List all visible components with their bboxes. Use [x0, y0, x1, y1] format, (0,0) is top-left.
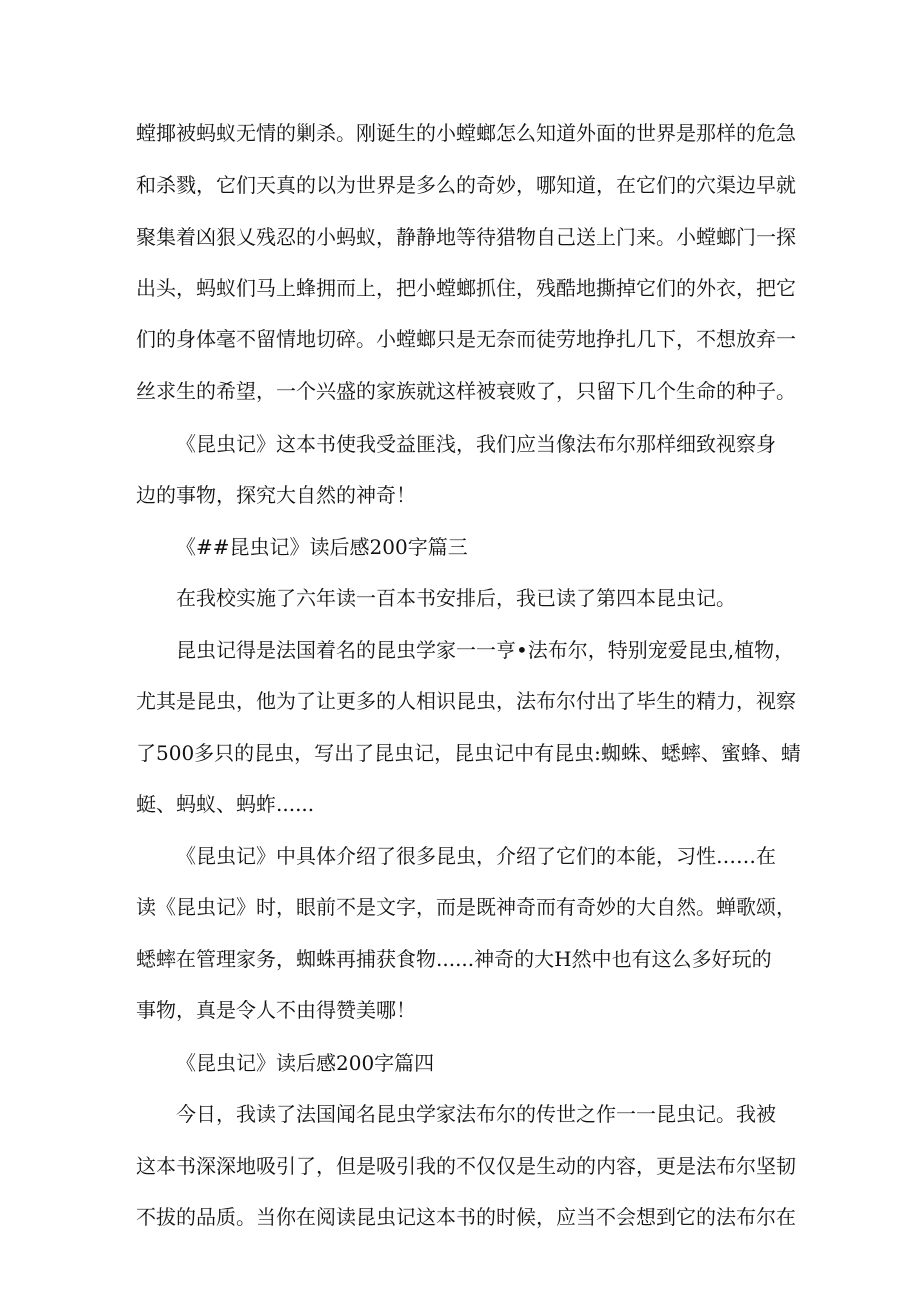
- text-line: 们的身体毫不留情地切碎。小螳螂只是无奈而徒劳地挣扎几下，不想放弃一: [136, 327, 796, 351]
- text-line: 边的事物，探究大自然的神奇！: [136, 483, 416, 507]
- section-heading: 《昆虫记》读后感200字篇四: [176, 1051, 435, 1075]
- text-line: 读《昆虫记》时，眼前不是文字，而是既神奇而有奇妙的大自然。蝉歌颂，: [136, 895, 796, 919]
- paragraph-first-line: 今日，我读了法国闻名昆虫学家法布尔的传世之作一一昆虫记。我被: [176, 1102, 776, 1126]
- text-line: 尤其是昆虫，他为了让更多的人相识昆虫，法布尔付出了毕生的精力，视察: [136, 689, 796, 713]
- text-line: 事物，真是令人不由得赞美哪！: [136, 998, 416, 1022]
- text-line: 不拔的品质。当你在阅读昆虫记这本书的时候，应当不会想到它的法布尔在: [136, 1205, 796, 1229]
- section-heading: 《##昆虫记》读后感200字篇三: [176, 535, 468, 559]
- paragraph-first-line: 昆虫记得是法国着名的昆虫学家一一亨•法布尔，特别宠爱昆虫,植物，: [176, 638, 795, 662]
- paragraph-first-line: 《昆虫记》这本书使我受益匪浅，我们应当像法布尔那样细致视察身: [176, 432, 776, 456]
- text-line: 蜓、蚂蚁、蚂蚱......: [136, 792, 315, 816]
- text-line: 了500多只的昆虫，写出了昆虫记，昆虫记中有昆虫:蜘蛛、蟋蟀、蜜蜂、蜻: [136, 741, 801, 765]
- text-line: 出头，蚂蚁们马上蜂拥而上，把小螳螂抓住，残酷地撕掉它们的外衣，把它: [136, 276, 796, 300]
- text-line: 聚集着凶狠乂残忍的小蚂蚁，静静地等待猎物自己送上门来。小螳螂门一探: [136, 225, 796, 249]
- paragraph-first-line: 在我校实施了六年读一百本书安排后，我已读了第四本昆虫记。: [176, 586, 736, 610]
- text-line: 蟋蟀在管理家务，蜘蛛再捕获食物......神奇的大H然中也有这么多好玩的: [136, 947, 772, 971]
- paragraph-first-line: 《昆虫记》中具体介绍了很多昆虫，介绍了它们的本能，习性……在: [176, 844, 776, 868]
- text-line: 这本书深深地吸引了，但是吸引我的不仅仅是生动的内容，更是法布尔坚韧: [136, 1154, 796, 1178]
- text-line: 螳揶被蚂蚁无情的剿杀。刚诞生的小螳螂怎么知道外面的世界是那样的危急: [136, 121, 796, 145]
- text-line: 和杀戮，它们天真的以为世界是多么的奇妙，哪知道，在它们的穴渠边早就: [136, 173, 796, 197]
- text-line: 丝求生的希望，一个兴盛的家族就这样被衰败了，只留下几个生命的种子。: [136, 379, 796, 403]
